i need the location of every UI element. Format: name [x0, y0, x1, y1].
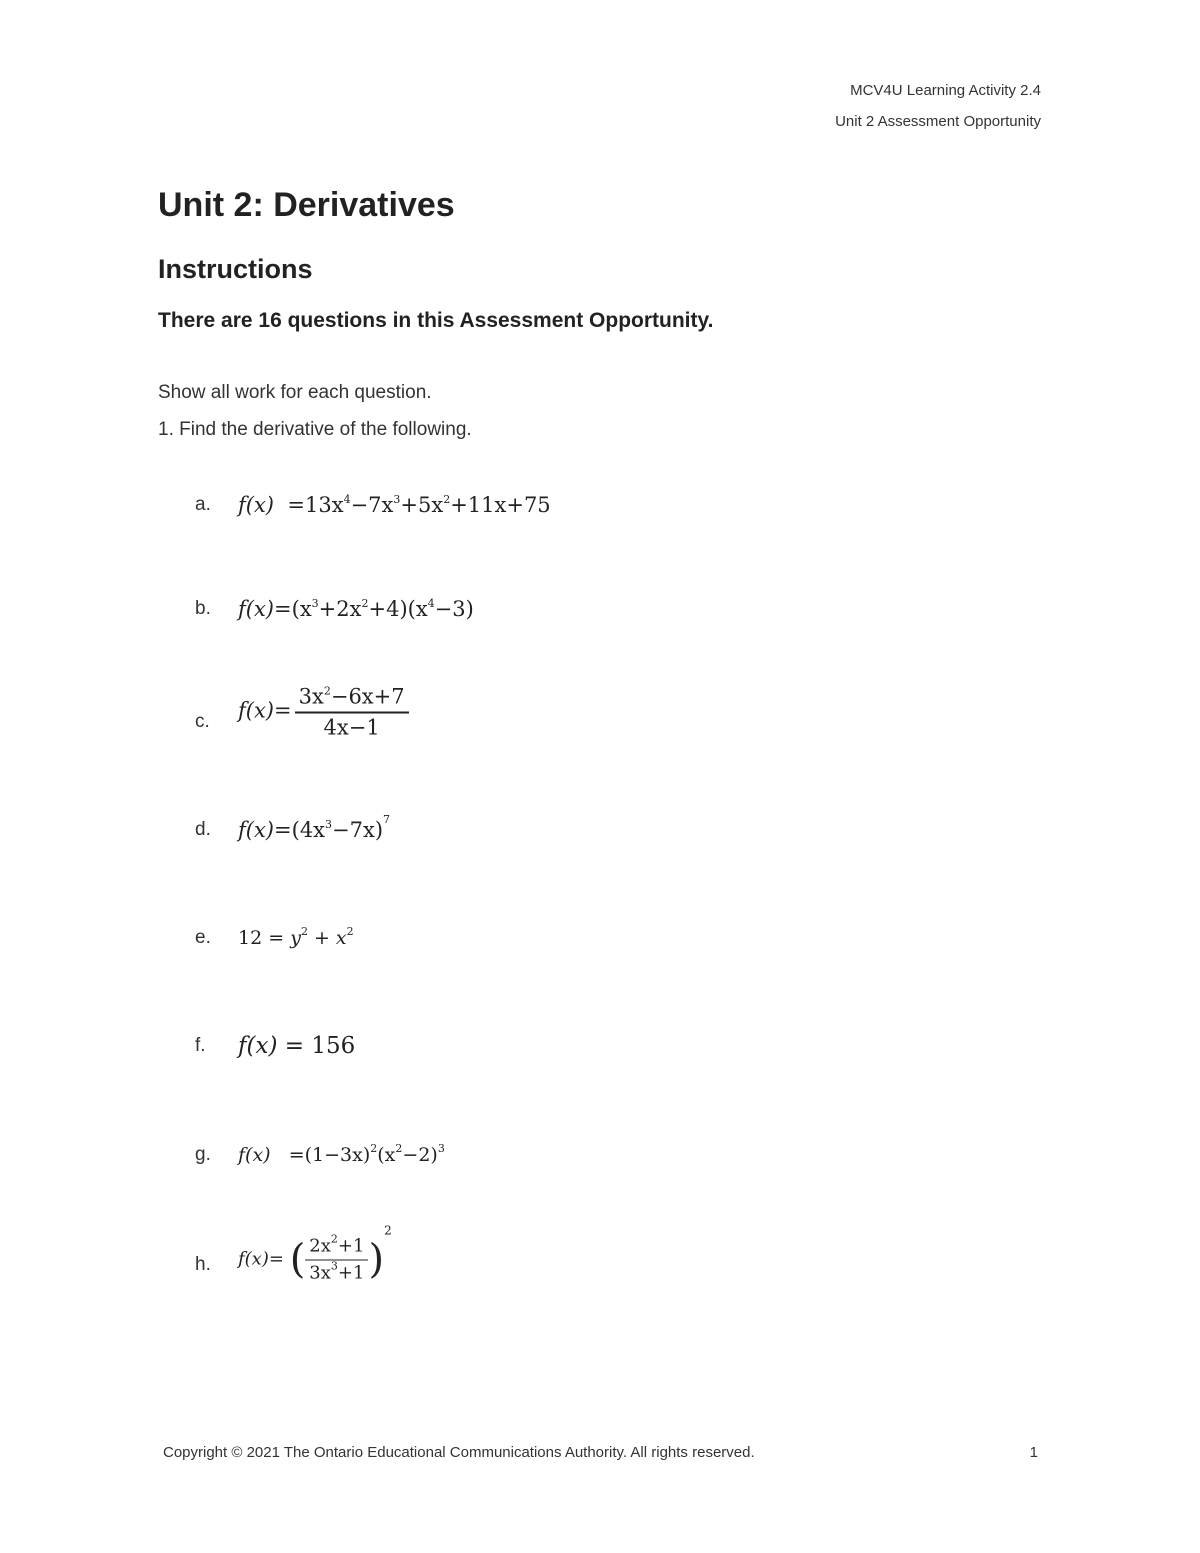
expression: $12 = y^2 + x^2$: [238, 925, 354, 949]
section-heading: Instructions: [158, 254, 313, 284]
expression: f(x)= $\frac{3x^2-6x+7}{4x-1}$: [238, 685, 409, 740]
question-part-a: [0, 493, 1200, 517]
page-number: 1: [1029, 1444, 1038, 1461]
question-part-f: [0, 1033, 1200, 1059]
question-part-e: [0, 925, 1200, 949]
question-1-prompt: 1. Find the derivative of the following.: [158, 419, 472, 440]
expression: $f(x) =13x^4-7x^3+5x^2+11x+75$: [238, 493, 551, 517]
expression: f(x) = 156: [238, 1033, 356, 1059]
question-part-c: [0, 684, 1200, 740]
part-label: b.: [195, 598, 211, 619]
expression: f(x)= ( $\frac{2x^2+1}{3x^3+1}$ )$^2$: [238, 1223, 392, 1284]
part-label: h.: [195, 1254, 211, 1275]
copyright-footer: Copyright © 2021 The Ontario Educational Communications Authority. All rights reserved.: [163, 1444, 755, 1461]
part-label: e.: [195, 927, 211, 948]
page-title: Unit 2: Derivatives: [158, 186, 455, 224]
header-activity: MCV4U Learning Activity 2.4: [850, 82, 1041, 99]
header-assessment: Unit 2 Assessment Opportunity: [835, 113, 1041, 130]
expression: f(x) $=(1-3x)^2(x^2-2)^3$: [238, 1142, 445, 1166]
instruction-text: Show all work for each question.: [158, 382, 432, 403]
part-label: c.: [195, 711, 210, 732]
part-label: g.: [195, 1144, 211, 1165]
question-part-d: [0, 813, 1200, 842]
fraction: $\frac{3x^2-6x+7}{4x-1}$: [295, 685, 409, 740]
expression: $f(x)=(x^3+2x^2+4)(x^4-3)$: [238, 597, 474, 621]
question-part-b: [0, 597, 1200, 621]
part-label: f.: [195, 1035, 206, 1056]
fraction: $\frac{2x^2+1}{3x^3+1}$: [305, 1236, 368, 1284]
expression: $f(x)=(4x^3-7x)^7$: [238, 813, 391, 842]
part-label: d.: [195, 819, 211, 840]
question-count-note: There are 16 questions in this Assessment Opportunity.: [158, 309, 714, 332]
question-part-g: [0, 1142, 1200, 1166]
question-part-h: [0, 1223, 1200, 1284]
part-label: a.: [195, 494, 211, 515]
